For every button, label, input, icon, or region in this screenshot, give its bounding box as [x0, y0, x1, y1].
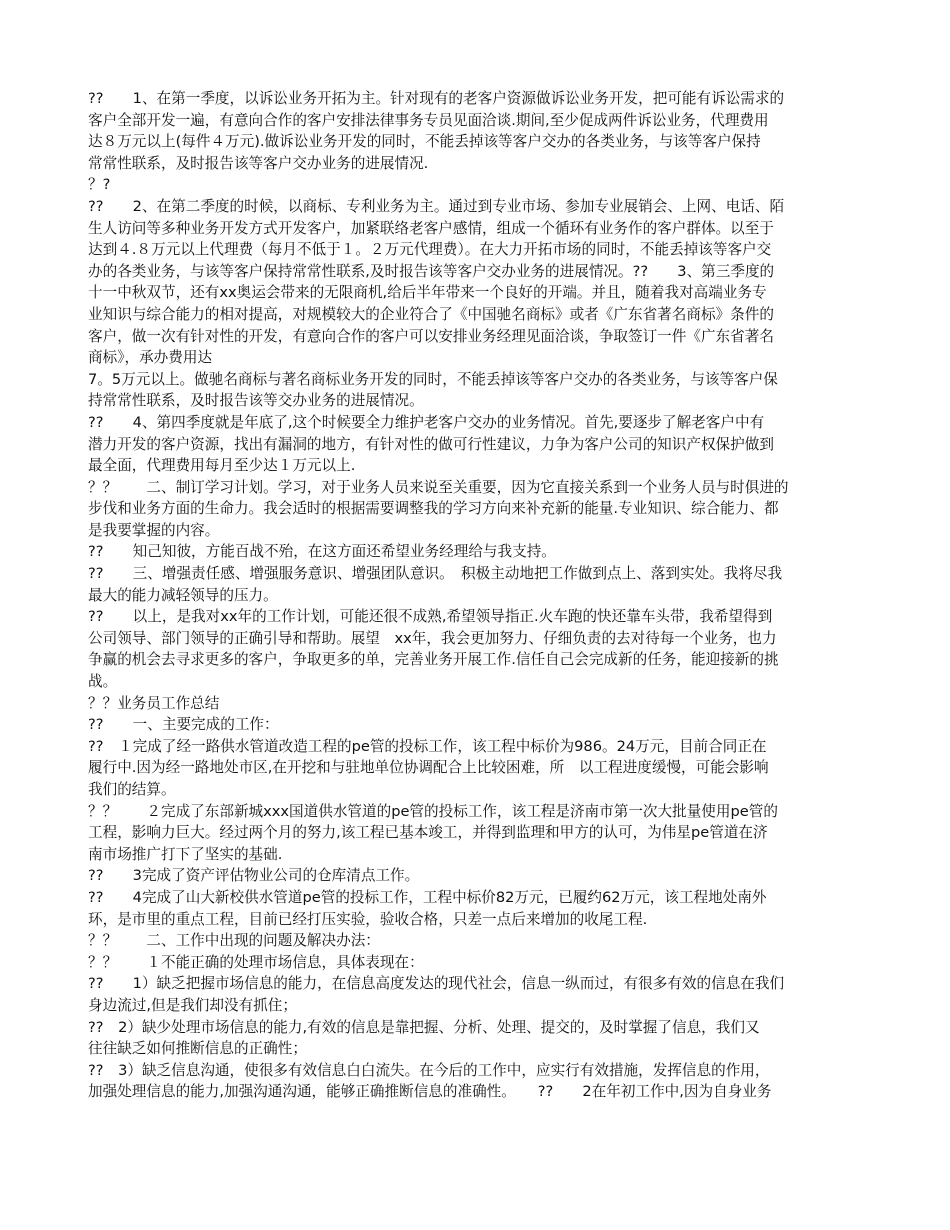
text-line: 环，是市里的重点工程，目前已经打压实验，验收合格，只差一点后来增加的收尾工程.: [88, 910, 648, 928]
text-line: 持常常性联系，及时报告该等交办业务的进展情况。: [88, 392, 424, 410]
text-line: ？？ 二、制订学习计划。学习，对于业务人员来说至关重要，因为它直接关系到一个业务人员与时俱进的: [88, 478, 789, 496]
text-line: ?? 2）缺少处理市场信息的能力,有效的信息是靠把握、分析、处理、提交的，及时掌握了信息，我们又: [88, 1018, 760, 1036]
text-line: 客户，做一次有针对性的开发，有意向合作的客户可以安排业务经理见面洽谈，争取签订一件《广东省著名: [88, 327, 774, 345]
text-line: 7。5万元以上。做驰名商标与著名商标业务开发的同时，不能丢掉该等客户交办的各类业务，与该等客户保: [88, 370, 778, 388]
text-line: ?? 知己知彼，方能百战不殆，在这方面还希望业务经理给与我支持。: [88, 543, 556, 561]
text-line: 达８万元以上(每件４万元).做诉讼业务开发的同时，不能丢掉该等客户交办的各类业务，与该等客户保持: [88, 133, 761, 151]
text-line: ？？ ２完成了东部新城xxx国道供水管道的pe管的投标工作，该工程是济南市第一次大批量使用pe管的: [88, 802, 778, 820]
text-line: 十一中秋双节，还有xx奥运会带来的无限商机,给后半年带来一个良好的开端。并且，随着我对高端业务专: [88, 284, 767, 302]
text-line: 生人访问等多种业务开发方式开发客户，加紧联络老客户感情，组成一个循环有业务作的客户群体。以至于: [88, 219, 774, 237]
section-heading: ？？业务员工作总结: [88, 694, 220, 712]
text-line: 最大的能力减轻领导的压力。: [88, 586, 278, 604]
text-line: 履行中.因为经一路地处市区,在开挖和与驻地单位协调配合上比较困难，所 以工程进度缓慢，可能会影响: [88, 759, 769, 777]
text-line: 工程，影响力巨大。经过两个月的努力,该工程已基本竣工，并得到监理和甲方的认可，为伟星pe管道在济: [88, 824, 768, 842]
text-line: 常常性联系，及时报告该等客户交办业务的进展情况.: [88, 154, 429, 172]
text-line: ?? １完成了经一路供水管道改造工程的pe管的投标工作，该工程中标价为986。24万元，目前合同正在: [88, 737, 767, 755]
text-line: ？？ １不能正确的处理市场信息，具体表现在：: [88, 953, 424, 971]
text-line: 我们的结算。: [88, 781, 176, 798]
text-line: 客户全部开发一遍，有意向合作的客户安排法律事务专员见面洽谈.期间,至少促成两件诉讼业务，代理费用: [88, 111, 769, 129]
text-line: ?? 3完成了资产评估物业公司的仓库清点工作。: [88, 867, 420, 885]
text-line: 公司领导、部门领导的正确引导和帮助。展望 xx年，我会更加努力、仔细负责的去对待每一个业务，也力: [88, 629, 777, 647]
text-line: 南市场推广打下了坚实的基础.: [88, 845, 283, 863]
text-line: 加强处理信息的能力,加强沟通沟通，能够正确推断信息的准确性。 ?? 2在年初工作中,因为自身业务: [88, 1083, 772, 1101]
text-line: ?? 2、在第二季度的时候，以商标、专利业务为主。通过到专业市场、参加专业展销会、上网、电话、陌: [88, 197, 785, 215]
text-line: ?? 4、第四季度就是年底了,这个时候要全力维护老客户交办的业务情况。首先,要逐步了解老客户中有: [88, 413, 765, 431]
text-line: ?? 1）缺乏把握市场信息的能力，在信息高度发达的现代社会，信息一纵而过，有很多有效的信息在我们: [88, 975, 785, 993]
text-line: 潜力开发的客户资源，找出有漏洞的地方，有针对性的做可行性建议，力争为客户公司的知识产权保护做到: [88, 435, 774, 453]
text-line: ？?: [88, 176, 111, 194]
text-line: 业知识与综合能力的相对提高，对规模较大的企业符合了《中国驰名商标》或者《广东省著名商标》条件的: [88, 305, 774, 323]
text-line: 战。: [88, 673, 118, 691]
text-line: 办的各类业务，与该等客户保持常常性联系,及时报告该等客户交办业务的进展情况。?? 3、第三季度的: [88, 262, 775, 280]
text-line: ?? 以上，是我对xx年的工作计划，可能还很不成熟,希望领导指正.火车跑的快还靠车头带，我希望得到: [88, 608, 773, 626]
text-line: 达到４.８万元以上代理费（每月不低于１。２万元代理费）。在大力开拓市场的同时，不能丢掉该等客户交: [88, 241, 772, 259]
text-line: 争赢的机会去寻求更多的客户，争取更多的单，完善业务开展工作.信任自己会完成新的任务，能迎接新的挑: [88, 651, 779, 669]
document-body: [88, 88, 863, 1103]
text-line: ?? 3）缺乏信息沟通，使很多有效信息白白流失。在今后的工作中，应实行有效措施，发挥信息的作用，: [88, 1061, 770, 1079]
text-line: 步伐和业务方面的生命力。我会适时的根据需要调整我的学习方向来补充新的能量.专业知识、综合能力、都: [88, 500, 779, 518]
text-line: ?? 4完成了山大新校供水管道pe管的投标工作，工程中标价82万元，已履约62万元，该工程地处南外: [88, 888, 767, 906]
text-line: 商标》，承办费用达: [88, 349, 213, 367]
text-line: 往往缺乏如何推断信息的正确性；: [88, 1040, 307, 1058]
text-line: 最全面，代理费用每月至少达１万元以上.: [88, 457, 356, 475]
text-line: 身边流过,但是我们却没有抓住；: [88, 996, 297, 1014]
text-line: ?? 三、增强责任感、增强服务意识、增强团队意识。 积极主动地把工作做到点上、落到实处。我将尽我: [88, 565, 783, 583]
text-line: 是我要掌握的内容。: [88, 521, 220, 539]
text-line: ?? 1、在第一季度，以诉讼业务开拓为主。针对现有的老客户资源做诉讼业务开发，把可能有诉讼需求的: [88, 90, 785, 107]
text-line: ?? 一、主要完成的工作：: [88, 716, 279, 734]
text-line: ？？ 二、工作中出现的问题及解决办法：: [88, 932, 380, 950]
